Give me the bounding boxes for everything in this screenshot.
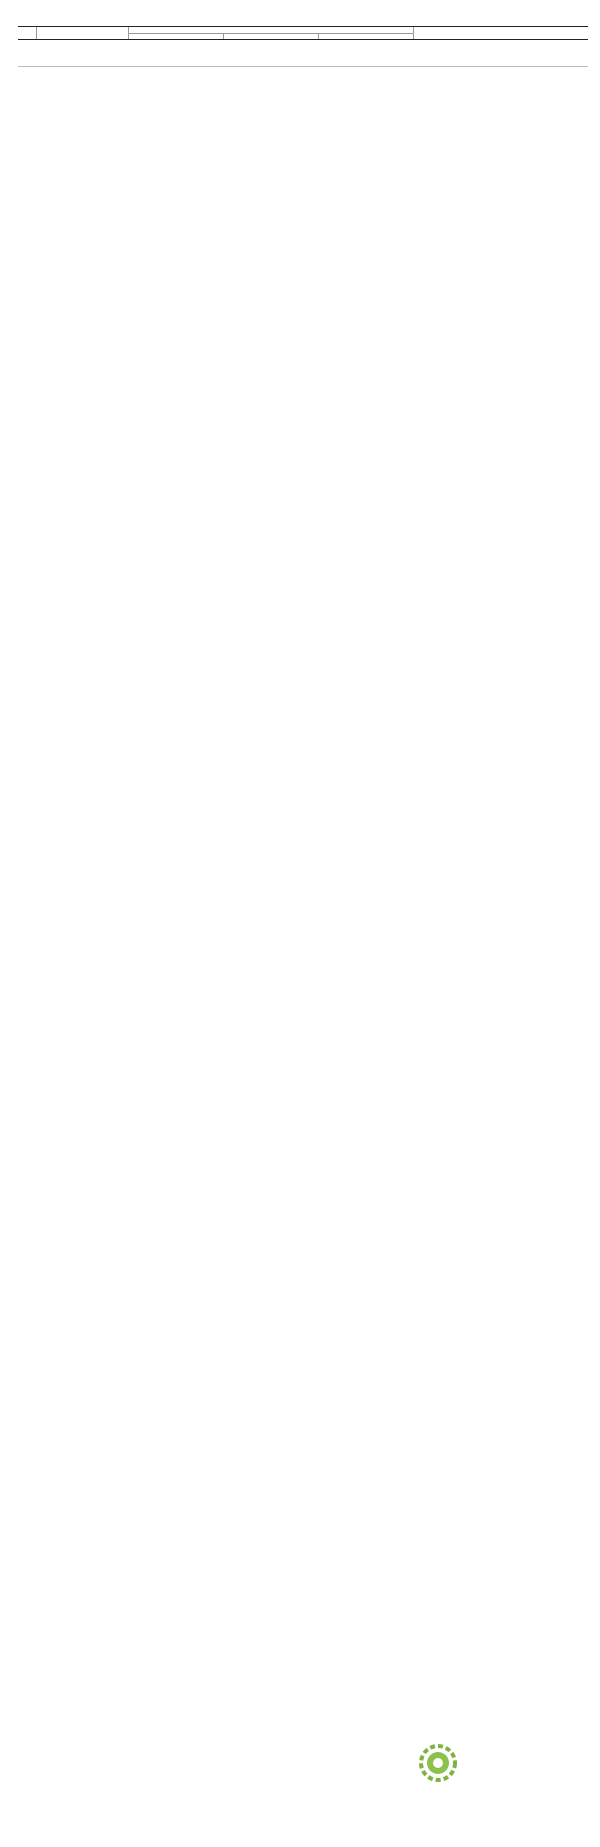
table-header: [18, 26, 588, 40]
header-rule: [318, 33, 319, 39]
header-rule: [413, 27, 414, 39]
header-name: [36, 27, 128, 39]
header-rule: [128, 27, 129, 39]
header-no: [22, 27, 32, 39]
header-divider: [128, 27, 413, 34]
section-heading: [18, 66, 588, 77]
header-unit: [413, 27, 588, 39]
header-rule: [223, 33, 224, 39]
header-rule: [36, 27, 37, 39]
gear-logo-icon: [416, 1741, 460, 1789]
